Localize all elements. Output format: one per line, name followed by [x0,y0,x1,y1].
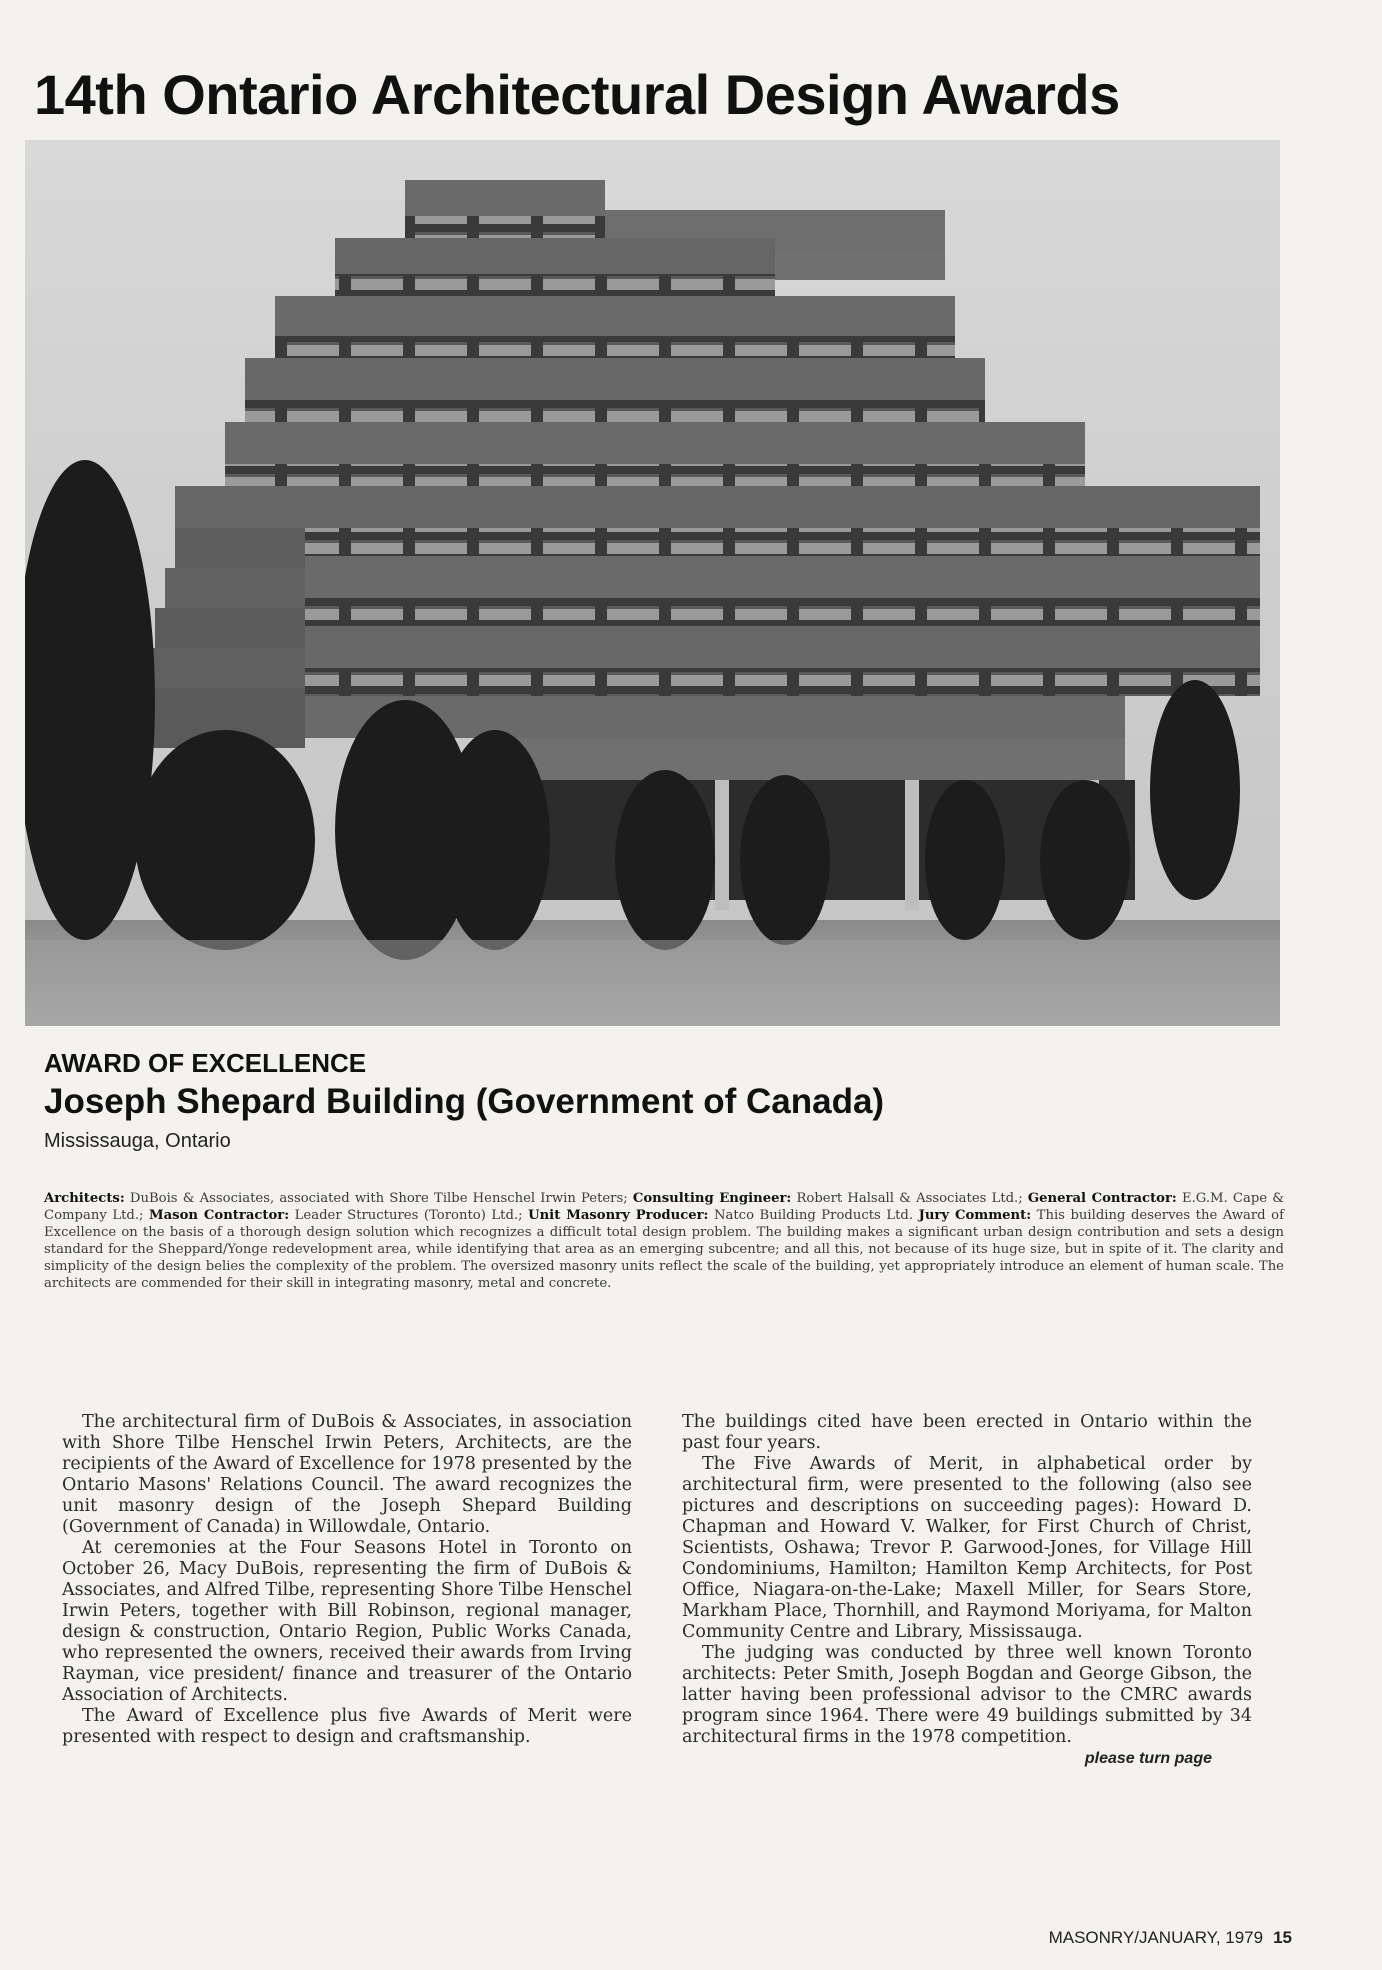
building-name: Joseph Shepard Building (Government of Canada) [44,1082,885,1121]
credit-label: Architects: [44,1191,125,1206]
building-location: Mississauga, Ontario [44,1130,231,1152]
paragraph-text: The judging was conducted by three well known Toronto architects: Peter Smith, Joseph Bogdan and George Gibson, the latter having been professional advisor to the CMRC awards program since 1964. There were 49 buildings submitted by 34 architectural firms in the 1978 competition. [682,1643,1252,1747]
page-footer [1049,1928,1292,1948]
credit-value: Natco Building Products Ltd. [713,1208,914,1223]
publication-info: MASONRY/JANUARY, 1979 [1048,1928,1264,1947]
award-label: AWARD OF EXCELLENCE [44,1048,367,1078]
credit-label: Mason Contractor: [149,1208,290,1223]
jury-comment: This building deserves the Award of Excellence on the basis of a thorough design solution which recognizes a difficult total design problem. The building makes a significant urban design contribution and sets a design standard for the Sheppard/Yonge redevelopment area, while identifying that area as an emerging subcentre; and all this, not because of its huge size, but in spite of it. The clarity and simplicity of the design belies the complexity of the problem. The oversized masonry units reflect the scale of the building, yet appropriately introduce an element of human scale. The architects are commended for their skill in integrating masonry, metal and concrete. [44,1208,1284,1291]
article-paragraph: The Five Awards of Merit, in alphabetical order by architectural firm, were presented to the following (also see pictures and descriptions on succeeding pages): Howard D. Chapman and Howard V. Walker, for First Church of Christ, Scientists, Oshawa; Trevor P. Garwood-Jones, for Village Hill Condominiums, Hamilton; Hamilton Kemp Architects, for Post Office, Niagara-on-the-Lake; Maxell Miller, for Sears Store, Markham Place, Thornhill, and Raymond Moriyama, for Malton Community Centre and Library, Mississauga. [682,1454,1252,1642]
article-column-left [62,1412,632,1748]
building-photo [25,140,1280,1026]
page-number: 15 [1273,1928,1292,1947]
credit-value: E.G.M. Cape & Company Ltd.; [44,1191,1284,1223]
credit-value: DuBois & Associates, associated with Shore Tilbe Henschel Irwin Peters; [129,1191,628,1206]
credit-label: Jury Comment: [918,1208,1032,1223]
credit-label: Consulting Engineer: [632,1191,792,1206]
credit-label: Unit Masonry Producer: [528,1208,709,1223]
continued-note: please turn page [1084,1750,1212,1767]
article-column-right [682,1412,1252,1769]
credit-value: Robert Halsall & Associates Ltd.; [796,1191,1023,1206]
article-paragraph: The architectural firm of DuBois & Associates, in association with Shore Tilbe Henschel Irwin Peters, Architects, are the recipients of the Award of Excellence for 1978 presented by the Ontario Masons' Relations Council. The award recognizes the unit masonry design of the Joseph Shepard Building (Government of Canada) in Willowdale, Ontario. [62,1412,632,1537]
credit-label: General Contractor: [1027,1191,1177,1206]
article-paragraph: At ceremonies at the Four Seasons Hotel in Toronto on October 26, Macy DuBois, representing the firm of DuBois & Associates, and Alfred Tilbe, representing Shore Tilbe Henschel Irwin Peters, together with Bill Robinson, regional manager, design & construction, Ontario Region, Public Works Canada, who represented the owners, received their awards from Irving Rayman, vice president/ finance and treasurer of the Ontario Association of Architects. [62,1538,632,1705]
page-title: 14th Ontario Architectural Design Awards [34,63,1120,126]
article-paragraph: The buildings cited have been erected in Ontario within the past four years. [682,1412,1252,1453]
credits-block [44,1190,1284,1292]
building-illustration [25,140,1280,1026]
credit-value: Leader Structures (Toronto) Ltd.; [294,1208,523,1223]
article-paragraph [682,1643,1252,1767]
article-paragraph: The Award of Excellence plus five Awards of Merit were presented with respect to design and craftsmanship. [62,1706,632,1747]
